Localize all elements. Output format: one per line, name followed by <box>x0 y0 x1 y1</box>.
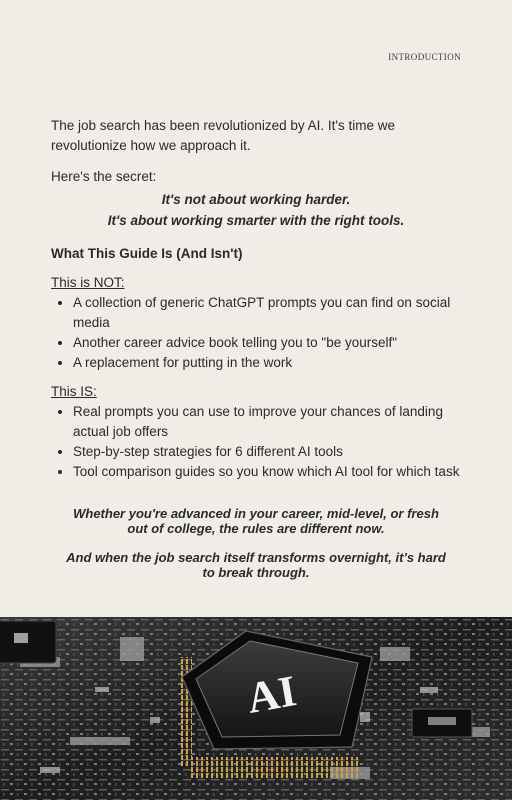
intro-paragraph: The job search has been revolutionized by AI. It's time we revolutionize how we approach it. <box>51 118 396 153</box>
is-list <box>51 402 461 482</box>
ai-chip-image <box>0 617 512 800</box>
secret-lead: Here's the secret: <box>51 169 157 184</box>
guide-heading: What This Guide Is (And Isn't) <box>51 246 243 261</box>
chip-label: AI <box>243 666 300 723</box>
list-item: • Real prompts you can use to improve your chances of landing actual job offers <box>73 402 461 442</box>
secret-line: It's about working smarter with the right tools. <box>107 213 405 228</box>
list-item: • Step-by-step strategies for 6 different AI tools <box>73 442 461 462</box>
list-item: • A replacement for putting in the work <box>73 353 461 373</box>
is-not-list <box>51 293 461 373</box>
list-item: • A collection of generic ChatGPT prompts you can find on social media <box>73 293 461 333</box>
secret-line: It's not about working harder. <box>161 192 351 207</box>
page-body <box>51 116 461 594</box>
closing-line: And when the job search itself transforms overnight, it’s hard to break through. <box>66 550 446 580</box>
closing-statement <box>51 506 461 580</box>
is-not-label: This is NOT: <box>51 275 125 290</box>
is-label: This IS: <box>51 384 97 399</box>
secret-statement <box>51 189 461 231</box>
section-label: INTRODUCTION <box>388 52 461 62</box>
list-item: • Tool comparison guides so you know which AI tool for which task <box>73 462 461 482</box>
circuit-board-illustration <box>0 617 512 800</box>
list-item: • Another career advice book telling you to "be yourself" <box>73 333 461 353</box>
closing-line: Whether you're advanced in your career, mid-level, or fresh out of college, the rules are different now. <box>73 506 439 536</box>
